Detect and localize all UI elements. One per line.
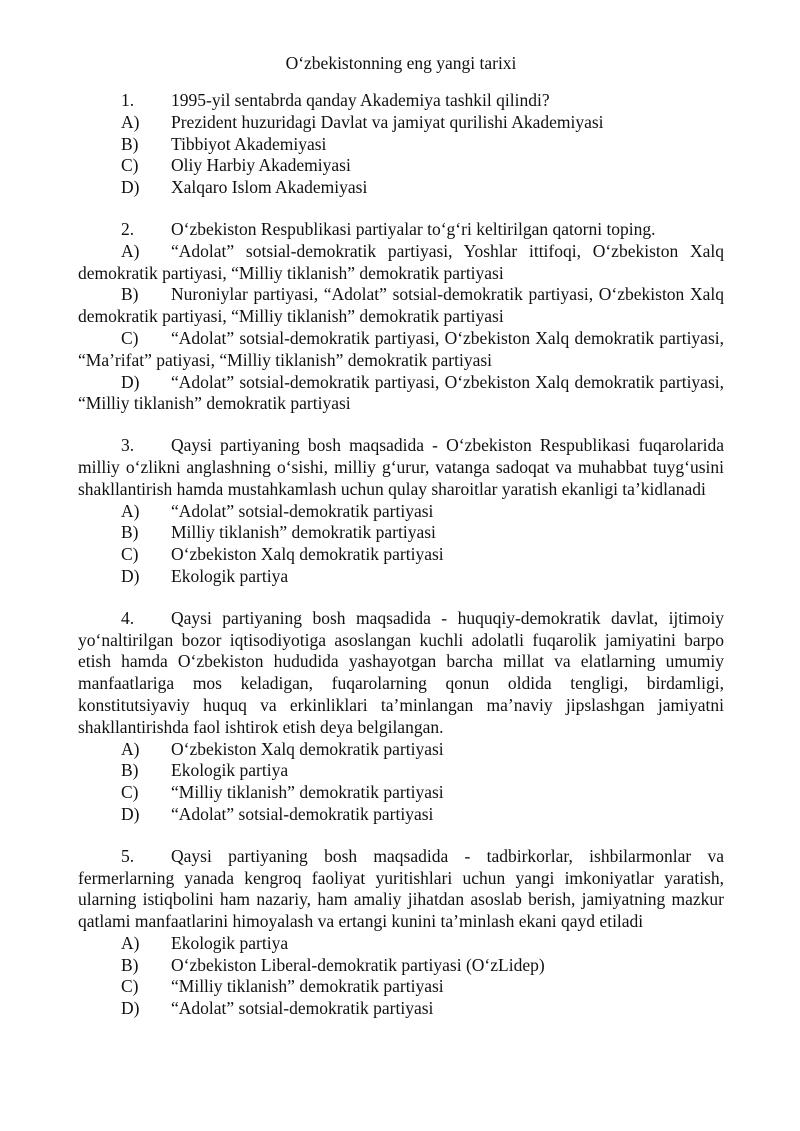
- question-3: [78, 435, 724, 588]
- question-stem: [78, 219, 724, 241]
- question-number: 4.: [121, 607, 135, 628]
- option-d: [78, 998, 724, 1020]
- option-text: O‘zbekiston Liberal-demokratik partiyasi (O‘zLidep): [171, 954, 545, 975]
- option-letter: D): [121, 998, 140, 1019]
- option-d: [78, 177, 724, 199]
- option-text: “Adolat” sotsial-demokratik partiyasi, O‘zbekiston Xalq demokratik partiyasi, “Ma’rifat” patiyasi, “Milliy tiklanish” demokratik partiyasi: [78, 327, 724, 370]
- question-text: O‘zbekiston Respublikasi partiyalar to‘g‘ri keltirilgan qatorni toping.: [171, 218, 656, 239]
- question-number: 2.: [121, 218, 135, 239]
- option-letter: D): [121, 565, 140, 586]
- option-text: Milliy tiklanish” demokratik partiyasi: [171, 522, 436, 543]
- option-letter: C): [121, 976, 139, 997]
- option-a: [78, 933, 724, 955]
- question-1: [78, 90, 724, 199]
- option-text: Ekologik partiya: [171, 760, 289, 781]
- option-letter: D): [121, 803, 140, 824]
- question-number: 3.: [121, 435, 135, 456]
- option-text: Prezident huzuridagi Davlat va jamiyat qurilishi Akademiyasi: [171, 111, 604, 132]
- option-text: “Milliy tiklanish” demokratik partiyasi: [171, 976, 444, 997]
- option-b: [78, 284, 724, 328]
- option-letter: A): [121, 240, 140, 261]
- page-title: O‘zbekistonning eng yangi tarixi: [285, 53, 517, 73]
- option-a: [78, 501, 724, 523]
- option-c: [78, 155, 724, 177]
- option-c: [78, 328, 724, 372]
- document-page: [78, 52, 724, 1040]
- option-text: Ekologik partiya: [171, 932, 289, 953]
- option-text: O‘zbekiston Xalq demokratik partiyasi: [171, 544, 444, 565]
- question-2: [78, 219, 724, 415]
- option-letter: B): [121, 284, 139, 305]
- option-a: [78, 241, 724, 285]
- question-text: Qaysi partiyaning bosh maqsadida - huquqiy-demokratik davlat, ijtimoiy yo‘naltirilgan bozor iqtisodiyotiga asoslangan kuchli adolatli fuqarolik jamiyatini barpo etish hamda O‘zbekiston hududida yashayotgan barcha millat va elatlarning umumiy manfaatlariga mos keladigan, fuqarolarning qonun oldida tengligi, birdamligi, konstitutsiyaviy huquq va erkinliklari ta’minlangan ma’naviy jipslashgan jamiyatni shakllantirishda faol ishtirok etish deya belgilangan.: [78, 607, 724, 737]
- option-a: [78, 739, 724, 761]
- option-text: “Adolat” sotsial-demokratik partiyasi: [171, 803, 434, 824]
- option-text: Xalqaro Islom Akademiyasi: [171, 177, 368, 198]
- option-d: [78, 372, 724, 416]
- option-letter: D): [121, 177, 140, 198]
- option-text: Nuroniylar partiyasi, “Adolat” sotsial-demokratik partiyasi, O‘zbekiston Xalq demokratik partiyasi, “Milliy tiklanish” demokratik partiyasi: [78, 284, 724, 327]
- option-letter: C): [121, 782, 139, 803]
- option-b: [78, 522, 724, 544]
- option-letter: D): [121, 371, 140, 392]
- option-c: [78, 544, 724, 566]
- option-text: Tibbiyot Akademiyasi: [171, 133, 327, 154]
- question-5: [78, 846, 724, 1020]
- option-b: [78, 760, 724, 782]
- option-c: [78, 976, 724, 998]
- option-letter: A): [121, 738, 140, 759]
- option-text: “Adolat” sotsial-demokratik partiyasi: [171, 500, 434, 521]
- question-number: 5.: [121, 845, 135, 866]
- option-b: [78, 955, 724, 977]
- option-letter: A): [121, 932, 140, 953]
- question-text: 1995-yil sentabrda qanday Akademiya tashkil qilindi?: [171, 90, 550, 110]
- question-text: Qaysi partiyaning bosh maqsadida - tadbirkorlar, ishbilarmonlar va fermerlarning yanada kengroq faoliyat yuritishlari uchun yangi imkoniyatlar yaratish, ularning istiqbolini ham nazariy, ham amaliy jihatdan asoslab berish, jamiyatning mazkur qatlami manfaatlarini himoyalash va ertangi kunini ta’minlash ekani qayd etiladi: [78, 845, 724, 932]
- option-d: [78, 566, 724, 588]
- option-letter: C): [121, 544, 139, 565]
- option-d: [78, 804, 724, 826]
- option-letter: B): [121, 760, 139, 781]
- option-text: Ekologik partiya: [171, 565, 289, 586]
- option-c: [78, 782, 724, 804]
- option-letter: B): [121, 522, 139, 543]
- option-text: “Adolat” sotsial-demokratik partiyasi: [171, 998, 434, 1019]
- question-stem: [78, 435, 724, 500]
- question-4: [78, 608, 724, 826]
- option-text: O‘zbekiston Xalq demokratik partiyasi: [171, 738, 444, 759]
- option-text: Oliy Harbiy Akademiyasi: [171, 155, 351, 176]
- question-stem: [78, 846, 724, 933]
- option-text: “Adolat” sotsial-demokratik partiyasi, O‘zbekiston Xalq demokratik partiyasi, “Milliy tiklanish” demokratik partiyasi: [78, 371, 724, 414]
- question-stem: [78, 90, 724, 112]
- option-letter: B): [121, 133, 139, 154]
- question-text: Qaysi partiyaning bosh maqsadida - O‘zbekiston Respublikasi fuqarolarida milliy o‘zlikni anglashning o‘sishi, milliy g‘urur, vatanga sadoqat va muhabbat tuyg‘usini shakllantirish hamda mustahkamlash uchun qulay sharoitlar yaratish ekanligi ta’kidlanadi: [78, 435, 724, 499]
- option-a: [78, 112, 724, 134]
- question-stem: [78, 608, 724, 739]
- option-b: [78, 134, 724, 156]
- option-letter: B): [121, 954, 139, 975]
- option-letter: A): [121, 500, 140, 521]
- option-text: “Adolat” sotsial-demokratik partiyasi, Yoshlar ittifoqi, O‘zbekiston Xalq demokratik partiyasi, “Milliy tiklanish” demokratik partiyasi: [78, 240, 724, 283]
- question-number: 1.: [121, 90, 135, 110]
- option-text: “Milliy tiklanish” demokratik partiyasi: [171, 782, 444, 803]
- option-letter: A): [121, 111, 140, 132]
- option-letter: C): [121, 327, 139, 348]
- option-letter: C): [121, 155, 139, 176]
